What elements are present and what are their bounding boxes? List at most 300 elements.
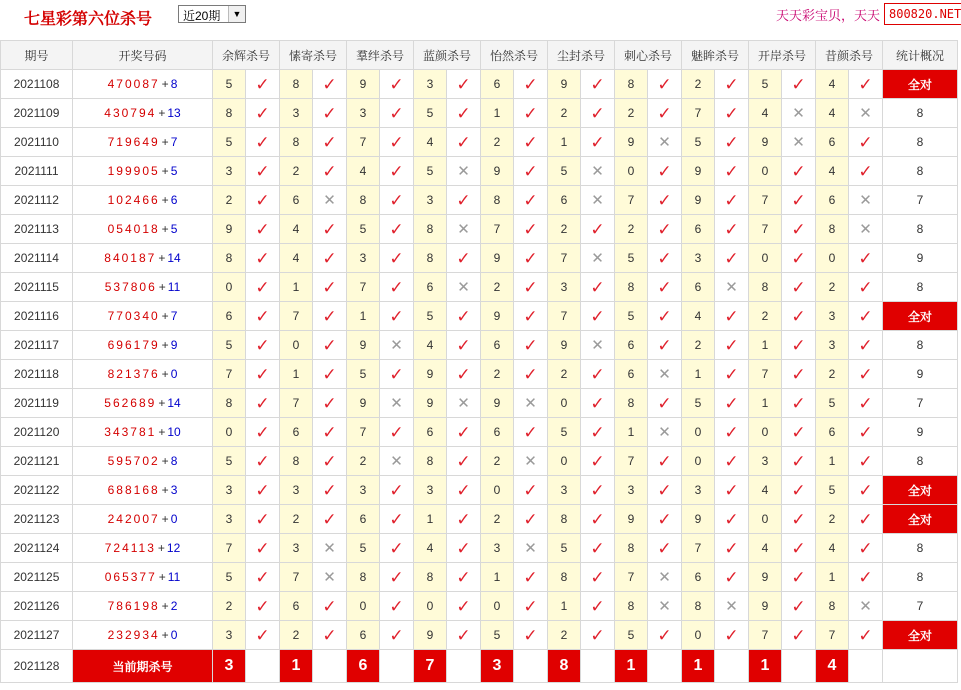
- kill-number-cell: 4: [816, 157, 849, 186]
- kill-number-cell: 6: [615, 331, 648, 360]
- table-row: [1, 215, 958, 244]
- draw-main-numbers: 724113: [104, 541, 156, 555]
- cross-icon: ✕: [859, 597, 872, 615]
- kill-number-cell: 4: [749, 99, 782, 128]
- kill-number-cell: 2: [682, 331, 715, 360]
- result-cell: [313, 447, 347, 476]
- result-cell: [648, 360, 682, 389]
- result-cell: [447, 389, 481, 418]
- result-cell: [715, 331, 749, 360]
- check-icon: ✓: [657, 480, 672, 500]
- cross-icon: ✕: [658, 133, 671, 151]
- check-icon: ✓: [255, 625, 270, 645]
- result-cell: [715, 360, 749, 389]
- current-blank-cell: [648, 650, 682, 683]
- issue-cell: 2021111: [1, 157, 73, 186]
- draw-main-numbers: 770340: [107, 309, 160, 323]
- result-cell: [313, 273, 347, 302]
- check-icon: ✓: [389, 538, 404, 558]
- cross-icon: ✕: [859, 104, 872, 122]
- result-cell: [246, 418, 280, 447]
- result-cell: [514, 331, 548, 360]
- issue-cell: 2021114: [1, 244, 73, 273]
- table-row: [1, 592, 958, 621]
- draw-numbers-cell: [73, 505, 213, 534]
- check-icon: ✓: [389, 132, 404, 152]
- result-cell: [782, 447, 816, 476]
- draw-special-number: 9: [170, 338, 178, 352]
- check-icon: ✓: [389, 103, 404, 123]
- check-icon: ✓: [523, 335, 538, 355]
- check-icon: ✓: [523, 596, 538, 616]
- kill-number-cell: 2: [816, 505, 849, 534]
- cross-icon: ✕: [792, 133, 805, 151]
- plus-sign: +: [158, 396, 166, 410]
- result-cell: [581, 563, 615, 592]
- kill-number-cell: 0: [682, 447, 715, 476]
- check-icon: ✓: [456, 625, 471, 645]
- result-cell: [246, 186, 280, 215]
- plus-sign: +: [161, 164, 169, 178]
- current-blank-cell: [782, 650, 816, 683]
- current-kill-number: 3: [481, 650, 514, 683]
- issue-cell: 2021122: [1, 476, 73, 505]
- result-cell: [581, 534, 615, 563]
- kill-number-cell: 8: [548, 563, 581, 592]
- result-cell: [581, 331, 615, 360]
- check-icon: ✓: [724, 161, 739, 181]
- check-icon: ✓: [255, 567, 270, 587]
- result-cell: [246, 128, 280, 157]
- current-kill-number: 8: [548, 650, 581, 683]
- check-icon: ✓: [322, 393, 337, 413]
- result-cell: [849, 476, 883, 505]
- check-icon: ✓: [255, 422, 270, 442]
- check-icon: ✓: [322, 248, 337, 268]
- draw-main-numbers: 696179: [107, 338, 160, 352]
- draw-special-number: 2: [170, 599, 178, 613]
- current-kill-number: 4: [816, 650, 849, 683]
- table-row: [1, 360, 958, 389]
- kill-number-cell: 3: [816, 331, 849, 360]
- kill-number-cell: 7: [749, 621, 782, 650]
- result-cell: [514, 70, 548, 99]
- result-cell: [380, 273, 414, 302]
- current-kill-number: 6: [347, 650, 380, 683]
- result-cell: [782, 157, 816, 186]
- result-cell: [514, 447, 548, 476]
- check-icon: ✓: [657, 74, 672, 94]
- check-icon: ✓: [456, 190, 471, 210]
- result-cell: [715, 157, 749, 186]
- result-cell: [447, 534, 481, 563]
- draw-special-number: 7: [170, 135, 178, 149]
- check-icon: ✓: [657, 625, 672, 645]
- plus-sign: +: [161, 309, 169, 323]
- check-icon: ✓: [657, 277, 672, 297]
- result-cell: [246, 534, 280, 563]
- result-cell: [849, 505, 883, 534]
- kill-number-cell: 0: [548, 389, 581, 418]
- check-icon: ✓: [255, 393, 270, 413]
- kill-number-cell: 2: [280, 621, 313, 650]
- result-cell: [648, 186, 682, 215]
- kill-number-cell: 6: [615, 360, 648, 389]
- check-icon: ✓: [657, 509, 672, 529]
- draw-numbers-cell: [73, 215, 213, 244]
- result-cell: [380, 215, 414, 244]
- issue-cell: 2021124: [1, 534, 73, 563]
- period-select[interactable]: [178, 5, 246, 23]
- check-icon: ✓: [791, 538, 806, 558]
- stat-cell: 8: [883, 157, 958, 186]
- current-blank-cell: [849, 650, 883, 683]
- stat-cell: 8: [883, 215, 958, 244]
- draw-special-number: 6: [170, 193, 178, 207]
- issue-cell: 2021113: [1, 215, 73, 244]
- kill-number-cell: 6: [682, 215, 715, 244]
- issue-cell: 2021123: [1, 505, 73, 534]
- result-cell: [514, 99, 548, 128]
- plus-sign: +: [161, 599, 169, 613]
- kill-number-cell: 7: [615, 447, 648, 476]
- check-icon: ✓: [791, 190, 806, 210]
- result-cell: [782, 476, 816, 505]
- result-cell: [246, 360, 280, 389]
- result-cell: [648, 534, 682, 563]
- table-row: [1, 302, 958, 331]
- result-cell: [715, 186, 749, 215]
- check-icon: ✓: [322, 480, 337, 500]
- kill-number-cell: 8: [816, 215, 849, 244]
- kill-number-cell: 7: [213, 534, 246, 563]
- result-cell: [313, 244, 347, 273]
- current-row: [1, 650, 958, 683]
- check-icon: ✓: [456, 422, 471, 442]
- check-icon: ✓: [456, 538, 471, 558]
- check-icon: ✓: [791, 393, 806, 413]
- check-icon: ✓: [523, 132, 538, 152]
- draw-numbers-cell: [73, 99, 213, 128]
- result-cell: [380, 128, 414, 157]
- result-cell: [782, 621, 816, 650]
- check-icon: ✓: [724, 190, 739, 210]
- kill-number-cell: 4: [280, 215, 313, 244]
- issue-cell: 2021116: [1, 302, 73, 331]
- cross-icon: ✕: [323, 191, 336, 209]
- kill-number-cell: 8: [280, 447, 313, 476]
- stat-cell: 全对: [883, 476, 958, 505]
- result-cell: [380, 157, 414, 186]
- kill-number-cell: 9: [347, 331, 380, 360]
- check-icon: ✓: [389, 422, 404, 442]
- result-cell: [581, 244, 615, 273]
- result-cell: [514, 534, 548, 563]
- kill-number-cell: 3: [749, 447, 782, 476]
- stat-cell: 7: [883, 186, 958, 215]
- issue-cell: 2021109: [1, 99, 73, 128]
- kill-number-cell: 0: [213, 418, 246, 447]
- kill-number-cell: 8: [481, 186, 514, 215]
- cross-icon: ✕: [658, 568, 671, 586]
- kill-number-cell: 6: [414, 418, 447, 447]
- result-cell: [514, 418, 548, 447]
- check-icon: ✓: [858, 248, 873, 268]
- check-icon: ✓: [724, 509, 739, 529]
- result-cell: [581, 99, 615, 128]
- kill-number-cell: 0: [615, 157, 648, 186]
- result-cell: [715, 447, 749, 476]
- kill-number-cell: 5: [213, 128, 246, 157]
- col-expert: 愫寄杀号: [280, 41, 347, 70]
- result-cell: [849, 621, 883, 650]
- draw-special-number: 10: [167, 425, 181, 439]
- kill-number-cell: 9: [615, 505, 648, 534]
- kill-number-cell: 3: [682, 476, 715, 505]
- result-cell: [380, 447, 414, 476]
- draw-special-number: 13: [167, 106, 181, 120]
- check-icon: ✓: [791, 509, 806, 529]
- cross-icon: ✕: [591, 336, 604, 354]
- col-expert: 余辉杀号: [213, 41, 280, 70]
- result-cell: [313, 418, 347, 447]
- draw-numbers-cell: [73, 360, 213, 389]
- check-icon: ✓: [523, 567, 538, 587]
- check-icon: ✓: [791, 596, 806, 616]
- result-cell: [447, 244, 481, 273]
- stat-cell: 7: [883, 592, 958, 621]
- check-icon: ✓: [523, 103, 538, 123]
- check-icon: ✓: [456, 132, 471, 152]
- kill-number-cell: 3: [548, 273, 581, 302]
- check-icon: ✓: [724, 567, 739, 587]
- stat-cell: 9: [883, 418, 958, 447]
- site-badge[interactable]: 800820.NET: [884, 3, 961, 25]
- plus-sign: +: [161, 77, 169, 91]
- cross-icon: ✕: [658, 597, 671, 615]
- draw-special-number: 0: [170, 628, 178, 642]
- check-icon: ✓: [523, 306, 538, 326]
- check-icon: ✓: [389, 277, 404, 297]
- kill-number-cell: 3: [213, 476, 246, 505]
- check-icon: ✓: [255, 306, 270, 326]
- kill-number-cell: 5: [213, 70, 246, 99]
- draw-main-numbers: 537806: [104, 280, 157, 294]
- result-cell: [514, 505, 548, 534]
- result-cell: [447, 273, 481, 302]
- cross-icon: ✕: [792, 104, 805, 122]
- result-cell: [782, 534, 816, 563]
- result-cell: [648, 244, 682, 273]
- issue-cell: 2021112: [1, 186, 73, 215]
- check-icon: ✓: [657, 393, 672, 413]
- check-icon: ✓: [724, 393, 739, 413]
- check-icon: ✓: [858, 538, 873, 558]
- result-cell: [246, 476, 280, 505]
- result-cell: [447, 592, 481, 621]
- kill-number-cell: 9: [548, 70, 581, 99]
- table-row: [1, 157, 958, 186]
- kill-number-cell: 4: [414, 128, 447, 157]
- draw-main-numbers: 430794: [104, 106, 157, 120]
- result-cell: [246, 70, 280, 99]
- check-icon: ✓: [590, 451, 605, 471]
- result-cell: [849, 70, 883, 99]
- kill-number-cell: 5: [414, 99, 447, 128]
- result-cell: [648, 302, 682, 331]
- check-icon: ✓: [255, 74, 270, 94]
- table-row: [1, 476, 958, 505]
- check-icon: ✓: [456, 306, 471, 326]
- kill-number-cell: 3: [213, 157, 246, 186]
- kill-number-cell: 0: [548, 447, 581, 476]
- kill-number-cell: 0: [414, 592, 447, 621]
- result-cell: [380, 621, 414, 650]
- check-icon: ✓: [657, 161, 672, 181]
- check-icon: ✓: [255, 248, 270, 268]
- result-cell: [380, 534, 414, 563]
- draw-special-number: 8: [170, 454, 178, 468]
- check-icon: ✓: [255, 277, 270, 297]
- result-cell: [581, 447, 615, 476]
- kill-number-cell: 9: [347, 389, 380, 418]
- kill-number-cell: 4: [749, 476, 782, 505]
- result-cell: [715, 215, 749, 244]
- check-icon: ✓: [389, 190, 404, 210]
- kill-number-cell: 9: [347, 70, 380, 99]
- draw-numbers-cell: [73, 418, 213, 447]
- stat-cell: 8: [883, 447, 958, 476]
- kill-number-cell: 3: [682, 244, 715, 273]
- check-icon: ✓: [523, 509, 538, 529]
- draw-numbers-cell: [73, 534, 213, 563]
- kill-number-cell: 9: [213, 215, 246, 244]
- stat-cell: 全对: [883, 621, 958, 650]
- check-icon: ✓: [255, 161, 270, 181]
- chevron-down-icon[interactable]: ▼: [228, 6, 245, 22]
- result-cell: [849, 389, 883, 418]
- check-icon: ✓: [590, 132, 605, 152]
- result-cell: [514, 592, 548, 621]
- result-cell: [514, 563, 548, 592]
- check-icon: ✓: [791, 248, 806, 268]
- kill-number-cell: 8: [280, 128, 313, 157]
- check-icon: ✓: [858, 393, 873, 413]
- table-row: [1, 447, 958, 476]
- kill-number-cell: 6: [347, 621, 380, 650]
- plus-sign: +: [161, 512, 169, 526]
- kill-number-cell: 7: [280, 302, 313, 331]
- result-cell: [715, 273, 749, 302]
- kill-number-cell: 1: [347, 302, 380, 331]
- result-cell: [581, 157, 615, 186]
- kill-number-cell: 7: [347, 128, 380, 157]
- kill-number-cell: 5: [816, 476, 849, 505]
- check-icon: ✓: [791, 306, 806, 326]
- kill-number-cell: 0: [682, 418, 715, 447]
- kill-number-cell: 5: [481, 621, 514, 650]
- draw-main-numbers: 199905: [107, 164, 160, 178]
- result-cell: [447, 186, 481, 215]
- check-icon: ✓: [523, 480, 538, 500]
- result-cell: [313, 302, 347, 331]
- table-row: [1, 505, 958, 534]
- kill-number-cell: 4: [414, 331, 447, 360]
- result-cell: [313, 215, 347, 244]
- kill-number-cell: 8: [213, 99, 246, 128]
- check-icon: ✓: [322, 277, 337, 297]
- result-cell: [715, 563, 749, 592]
- draw-special-number: 8: [170, 77, 178, 91]
- result-cell: [313, 128, 347, 157]
- check-icon: ✓: [255, 219, 270, 239]
- kill-number-cell: 2: [481, 505, 514, 534]
- result-cell: [648, 621, 682, 650]
- result-cell: [648, 70, 682, 99]
- check-icon: ✓: [590, 625, 605, 645]
- kill-number-cell: 9: [615, 128, 648, 157]
- result-cell: [849, 157, 883, 186]
- stat-cell: 9: [883, 360, 958, 389]
- result-cell: [313, 389, 347, 418]
- draw-numbers-cell: [73, 302, 213, 331]
- issue-cell: 2021127: [1, 621, 73, 650]
- cross-icon: ✕: [524, 452, 537, 470]
- draw-numbers-cell: [73, 621, 213, 650]
- check-icon: ✓: [724, 364, 739, 384]
- cross-icon: ✕: [725, 597, 738, 615]
- draw-numbers-cell: [73, 563, 213, 592]
- result-cell: [380, 99, 414, 128]
- kill-number-cell: 5: [548, 534, 581, 563]
- plus-sign: +: [158, 280, 166, 294]
- check-icon: ✓: [322, 451, 337, 471]
- check-icon: ✓: [389, 509, 404, 529]
- result-cell: [380, 592, 414, 621]
- draw-special-number: 11: [167, 280, 181, 294]
- col-expert: 羣绊杀号: [347, 41, 414, 70]
- kill-number-cell: 0: [749, 244, 782, 273]
- check-icon: ✓: [590, 219, 605, 239]
- kill-number-cell: 8: [414, 563, 447, 592]
- result-cell: [447, 447, 481, 476]
- kill-number-cell: 8: [548, 505, 581, 534]
- check-icon: ✓: [389, 219, 404, 239]
- result-cell: [782, 244, 816, 273]
- kill-number-cell: 7: [816, 621, 849, 650]
- check-icon: ✓: [724, 625, 739, 645]
- cross-icon: ✕: [524, 539, 537, 557]
- result-cell: [715, 70, 749, 99]
- draw-numbers-cell: [73, 186, 213, 215]
- kill-number-cell: 1: [414, 505, 447, 534]
- kill-number-cell: 3: [414, 70, 447, 99]
- plus-sign: +: [161, 483, 169, 497]
- check-icon: ✓: [590, 538, 605, 558]
- result-cell: [380, 505, 414, 534]
- kill-number-cell: 1: [280, 360, 313, 389]
- check-icon: ✓: [590, 567, 605, 587]
- result-cell: [447, 215, 481, 244]
- plus-sign: +: [161, 367, 169, 381]
- check-icon: ✓: [590, 422, 605, 442]
- result-cell: [313, 505, 347, 534]
- kill-number-cell: 3: [213, 621, 246, 650]
- result-cell: [514, 302, 548, 331]
- kill-number-cell: 6: [682, 563, 715, 592]
- draw-numbers-cell: [73, 273, 213, 302]
- check-icon: ✓: [657, 219, 672, 239]
